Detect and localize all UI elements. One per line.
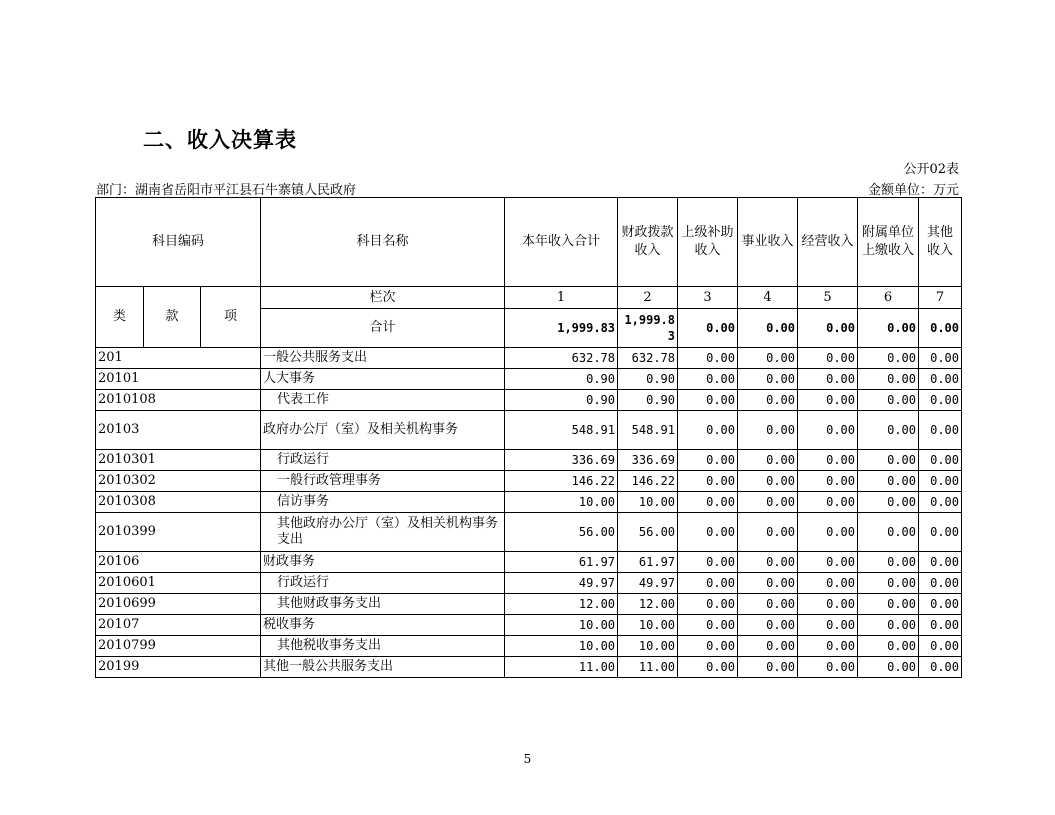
amount-cell: 0.00	[678, 369, 738, 390]
total-value: 0.00	[678, 309, 738, 348]
amount-cell: 0.00	[738, 390, 798, 411]
table-row	[96, 492, 962, 513]
column-index: 3	[678, 287, 738, 309]
header-name: 科目名称	[261, 198, 505, 287]
subject-name: 行政运行	[261, 573, 505, 594]
amount-cell: 56.00	[505, 513, 618, 552]
table-row	[96, 636, 962, 657]
amount-cell: 0.00	[919, 348, 962, 369]
amount-cell: 0.00	[858, 552, 919, 573]
amount-cell: 10.00	[505, 492, 618, 513]
amount-cell: 10.00	[505, 636, 618, 657]
subject-name: 代表工作	[261, 390, 505, 411]
column-index: 1	[505, 287, 618, 309]
table-row	[96, 513, 962, 552]
amount-cell: 0.00	[798, 450, 858, 471]
subject-code: 2010799	[96, 636, 261, 657]
subject-name: 其他一般公共服务支出	[261, 657, 505, 678]
amount-cell: 0.00	[858, 615, 919, 636]
amount-cell: 0.00	[738, 513, 798, 552]
subject-code: 2010302	[96, 471, 261, 492]
subject-code: 20101	[96, 369, 261, 390]
amount-cell: 336.69	[505, 450, 618, 471]
amount-cell: 0.00	[678, 471, 738, 492]
table-row	[96, 450, 962, 471]
amount-cell: 0.00	[798, 492, 858, 513]
subject-name: 行政运行	[261, 450, 505, 471]
unit-label: 金额单位：万元	[867, 183, 959, 198]
subject-name: 其他财政事务支出	[261, 594, 505, 615]
amount-cell: 0.00	[798, 411, 858, 450]
amount-cell: 11.00	[618, 657, 678, 678]
amount-cell: 548.91	[505, 411, 618, 450]
amount-cell: 0.00	[919, 390, 962, 411]
amount-cell: 0.00	[858, 513, 919, 552]
subject-code: 2010301	[96, 450, 261, 471]
subject-name: 政府办公厅（室）及相关机构事务	[261, 411, 505, 450]
amount-cell: 548.91	[618, 411, 678, 450]
subject-name: 其他税收事务支出	[261, 636, 505, 657]
amount-cell: 0.00	[678, 492, 738, 513]
amount-cell: 0.00	[738, 573, 798, 594]
amount-cell: 0.00	[858, 348, 919, 369]
amount-cell: 10.00	[618, 492, 678, 513]
total-value: 1,999.83	[618, 309, 678, 348]
amount-cell: 49.97	[618, 573, 678, 594]
amount-cell: 56.00	[618, 513, 678, 552]
subject-name: 信访事务	[261, 492, 505, 513]
amount-cell: 146.22	[505, 471, 618, 492]
amount-cell: 0.00	[738, 594, 798, 615]
amount-cell: 0.00	[798, 513, 858, 552]
header-business: 事业收入	[738, 198, 798, 287]
amount-cell: 0.00	[738, 369, 798, 390]
table-row	[96, 471, 962, 492]
amount-cell: 0.00	[858, 411, 919, 450]
subject-code: 20103	[96, 411, 261, 450]
subject-name: 其他政府办公厅（室）及相关机构事务支出	[261, 513, 505, 552]
amount-cell: 0.00	[678, 450, 738, 471]
amount-cell: 0.90	[618, 369, 678, 390]
amount-cell: 0.00	[858, 636, 919, 657]
table-row	[96, 615, 962, 636]
subject-code: 201	[96, 348, 261, 369]
amount-cell: 0.00	[678, 573, 738, 594]
header-subsidy: 上级补助收入	[678, 198, 738, 287]
header-other: 其他收入	[919, 198, 962, 287]
column-index: 5	[798, 287, 858, 309]
table-row	[96, 411, 962, 450]
header-total: 本年收入合计	[505, 198, 618, 287]
amount-cell: 632.78	[618, 348, 678, 369]
amount-cell: 0.00	[738, 657, 798, 678]
amount-cell: 0.00	[738, 636, 798, 657]
amount-cell: 0.00	[738, 615, 798, 636]
amount-cell: 0.00	[678, 513, 738, 552]
amount-cell: 0.90	[618, 390, 678, 411]
header-operating: 经营收入	[798, 198, 858, 287]
total-value: 0.00	[738, 309, 798, 348]
amount-cell: 0.00	[798, 636, 858, 657]
column-index-row	[96, 287, 962, 309]
amount-cell: 0.90	[505, 369, 618, 390]
table-row	[96, 657, 962, 678]
amount-cell: 336.69	[618, 450, 678, 471]
page-title: 二、收入决算表	[143, 128, 297, 152]
column-index-label: 栏次	[261, 287, 505, 309]
table-row	[96, 594, 962, 615]
amount-cell: 0.00	[798, 471, 858, 492]
subject-code: 20106	[96, 552, 261, 573]
amount-cell: 0.00	[919, 615, 962, 636]
amount-cell: 0.00	[919, 594, 962, 615]
header-section: 款	[144, 287, 201, 348]
amount-cell: 0.00	[919, 513, 962, 552]
subject-name: 人大事务	[261, 369, 505, 390]
subject-code: 2010399	[96, 513, 261, 552]
table-row	[96, 552, 962, 573]
total-value: 0.00	[858, 309, 919, 348]
amount-cell: 0.00	[858, 573, 919, 594]
amount-cell: 61.97	[618, 552, 678, 573]
amount-cell: 61.97	[505, 552, 618, 573]
amount-cell: 12.00	[618, 594, 678, 615]
total-label: 合计	[261, 309, 505, 348]
amount-cell: 10.00	[618, 636, 678, 657]
amount-cell: 0.00	[919, 369, 962, 390]
amount-cell: 0.00	[858, 492, 919, 513]
header-affiliated: 附属单位上缴收入	[858, 198, 919, 287]
amount-cell: 0.00	[919, 471, 962, 492]
header-row	[96, 198, 962, 287]
total-value: 0.00	[919, 309, 962, 348]
header-class: 类	[96, 287, 144, 348]
subject-code: 2010108	[96, 390, 261, 411]
amount-cell: 10.00	[618, 615, 678, 636]
amount-cell: 0.00	[919, 636, 962, 657]
table-row	[96, 369, 962, 390]
total-value: 0.00	[798, 309, 858, 348]
column-index: 6	[858, 287, 919, 309]
subject-code: 20107	[96, 615, 261, 636]
amount-cell: 0.90	[505, 390, 618, 411]
subject-code: 2010308	[96, 492, 261, 513]
column-index: 4	[738, 287, 798, 309]
amount-cell: 10.00	[505, 615, 618, 636]
amount-cell: 0.00	[798, 615, 858, 636]
amount-cell: 0.00	[798, 369, 858, 390]
amount-cell: 0.00	[738, 471, 798, 492]
amount-cell: 11.00	[505, 657, 618, 678]
amount-cell: 0.00	[798, 348, 858, 369]
subject-code: 2010699	[96, 594, 261, 615]
subject-name: 税收事务	[261, 615, 505, 636]
header-code: 科目编码	[96, 198, 261, 287]
amount-cell: 0.00	[858, 471, 919, 492]
amount-cell: 0.00	[798, 552, 858, 573]
amount-cell: 49.97	[505, 573, 618, 594]
amount-cell: 0.00	[678, 594, 738, 615]
amount-cell: 0.00	[678, 615, 738, 636]
amount-cell: 0.00	[738, 450, 798, 471]
amount-cell: 0.00	[858, 450, 919, 471]
amount-cell: 146.22	[618, 471, 678, 492]
table-row	[96, 348, 962, 369]
table-row	[96, 573, 962, 594]
form-code: 公开02表	[903, 162, 959, 177]
subject-code: 20199	[96, 657, 261, 678]
subject-name: 一般行政管理事务	[261, 471, 505, 492]
amount-cell: 0.00	[798, 594, 858, 615]
amount-cell: 0.00	[858, 594, 919, 615]
subject-name: 一般公共服务支出	[261, 348, 505, 369]
header-item: 项	[201, 287, 261, 348]
amount-cell: 0.00	[858, 369, 919, 390]
total-value: 1,999.83	[505, 309, 618, 348]
amount-cell: 0.00	[919, 657, 962, 678]
amount-cell: 0.00	[738, 492, 798, 513]
table-body	[96, 348, 962, 678]
amount-cell: 0.00	[798, 390, 858, 411]
amount-cell: 0.00	[858, 390, 919, 411]
amount-cell: 0.00	[858, 657, 919, 678]
amount-cell: 0.00	[738, 348, 798, 369]
subject-name: 财政事务	[261, 552, 505, 573]
amount-cell: 12.00	[505, 594, 618, 615]
amount-cell: 0.00	[678, 657, 738, 678]
table-row	[96, 390, 962, 411]
amount-cell: 0.00	[678, 552, 738, 573]
department-label: 部门：湖南省岳阳市平江县石牛寨镇人民政府	[96, 183, 357, 198]
amount-cell: 0.00	[919, 552, 962, 573]
amount-cell: 0.00	[919, 492, 962, 513]
amount-cell: 0.00	[798, 657, 858, 678]
subject-code: 2010601	[96, 573, 261, 594]
amount-cell: 0.00	[678, 636, 738, 657]
header-fiscal: 财政拨款收入	[618, 198, 678, 287]
amount-cell: 0.00	[919, 450, 962, 471]
amount-cell: 0.00	[738, 411, 798, 450]
amount-cell: 0.00	[678, 390, 738, 411]
amount-cell: 0.00	[798, 573, 858, 594]
column-index: 7	[919, 287, 962, 309]
amount-cell: 0.00	[738, 552, 798, 573]
amount-cell: 0.00	[919, 411, 962, 450]
amount-cell: 0.00	[678, 348, 738, 369]
column-index: 2	[618, 287, 678, 309]
page-number: 5	[523, 752, 532, 766]
amount-cell: 0.00	[678, 411, 738, 450]
income-table	[95, 197, 962, 678]
amount-cell: 632.78	[505, 348, 618, 369]
amount-cell: 0.00	[919, 573, 962, 594]
